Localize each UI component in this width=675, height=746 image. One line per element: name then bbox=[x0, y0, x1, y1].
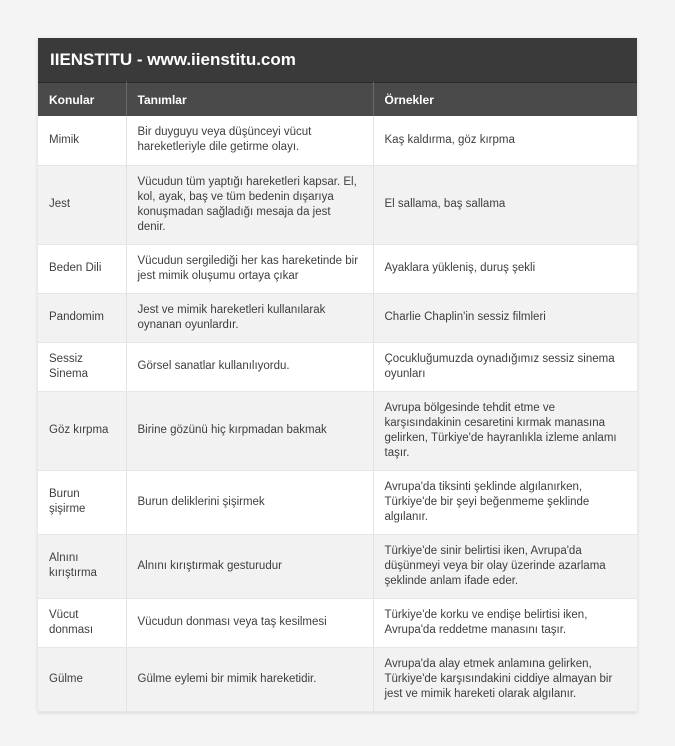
table-row bbox=[38, 165, 637, 244]
cell-ornek: Kaş kaldırma, göz kırpma bbox=[373, 116, 637, 165]
cell-ornek: Charlie Chaplin'in sessiz filmleri bbox=[373, 293, 637, 342]
header-tanimlar: Tanımlar bbox=[126, 83, 373, 117]
table-row bbox=[38, 342, 637, 391]
cell-ornek: Ayaklara yükleniş, duruş şekli bbox=[373, 244, 637, 293]
header-ornekler: Örnekler bbox=[373, 83, 637, 117]
cell-tanim: Görsel sanatlar kullanılıyordu. bbox=[126, 342, 373, 391]
table-row bbox=[38, 598, 637, 647]
table-row bbox=[38, 647, 637, 711]
cell-tanim: Bir duyguyu veya düşünceyi vücut hareketleriyle dile getirme olayı. bbox=[126, 116, 373, 165]
cell-tanim: Alnını kırıştırmak gesturudur bbox=[126, 534, 373, 598]
cell-konu: Göz kırpma bbox=[38, 391, 126, 470]
cell-konu: Mimik bbox=[38, 116, 126, 165]
cell-konu: Vücut donması bbox=[38, 598, 126, 647]
cell-konu: Pandomim bbox=[38, 293, 126, 342]
cell-ornek: El sallama, baş sallama bbox=[373, 165, 637, 244]
header-konular: Konular bbox=[38, 83, 126, 117]
cell-konu: Sessiz Sinema bbox=[38, 342, 126, 391]
cell-konu: Gülme bbox=[38, 647, 126, 711]
table-card bbox=[38, 38, 637, 712]
table-row bbox=[38, 534, 637, 598]
cell-ornek: Avrupa'da alay etmek anlamına gelirken, Türkiye'de karşısındakini ciddiye almayan bir jest ve mimik hareketi olarak algılanır. bbox=[373, 647, 637, 711]
table-row bbox=[38, 244, 637, 293]
comparison-table bbox=[38, 82, 637, 712]
cell-tanim: Gülme eylemi bir mimik hareketidir. bbox=[126, 647, 373, 711]
table-title: IIENSTITU - www.iienstitu.com bbox=[38, 38, 637, 82]
cell-konu: Jest bbox=[38, 165, 126, 244]
cell-ornek: Türkiye'de korku ve endişe belirtisi iken, Avrupa'da reddetme manasını taşır. bbox=[373, 598, 637, 647]
cell-ornek: Türkiye'de sinir belirtisi iken, Avrupa'da düşünmeyi veya bir olay üzerinde azarlama şeklinde anlam ifade eder. bbox=[373, 534, 637, 598]
cell-tanim: Jest ve mimik hareketleri kullanılarak oynanan oyunlardır. bbox=[126, 293, 373, 342]
table-row bbox=[38, 293, 637, 342]
table-row bbox=[38, 391, 637, 470]
cell-konu: Burun şişirme bbox=[38, 470, 126, 534]
cell-tanim: Birine gözünü hiç kırpmadan bakmak bbox=[126, 391, 373, 470]
cell-tanim: Vücudun sergilediği her kas hareketinde bir jest mimik oluşumu ortaya çıkar bbox=[126, 244, 373, 293]
cell-ornek: Avrupa bölgesinde tehdit etme ve karşısındakinin cesaretini kırmak manasına gelirken, Türkiye'de hayranlıkla izleme anlamı taşır. bbox=[373, 391, 637, 470]
table-row bbox=[38, 116, 637, 165]
cell-tanim: Vücudun donması veya taş kesilmesi bbox=[126, 598, 373, 647]
table-row bbox=[38, 470, 637, 534]
cell-konu: Alnını kırıştırma bbox=[38, 534, 126, 598]
header-row bbox=[38, 83, 637, 117]
cell-tanim: Burun deliklerini şişirmek bbox=[126, 470, 373, 534]
cell-konu: Beden Dili bbox=[38, 244, 126, 293]
cell-tanim: Vücudun tüm yaptığı hareketleri kapsar. El, kol, ayak, baş ve tüm bedenin dışarıya konuşmadan sağladığı mesaja da jest denir. bbox=[126, 165, 373, 244]
cell-ornek: Avrupa'da tiksinti şeklinde algılanırken, Türkiye'de bir şeyi beğenmeme şeklinde algılanır. bbox=[373, 470, 637, 534]
cell-ornek: Çocukluğumuzda oynadığımız sessiz sinema oyunları bbox=[373, 342, 637, 391]
